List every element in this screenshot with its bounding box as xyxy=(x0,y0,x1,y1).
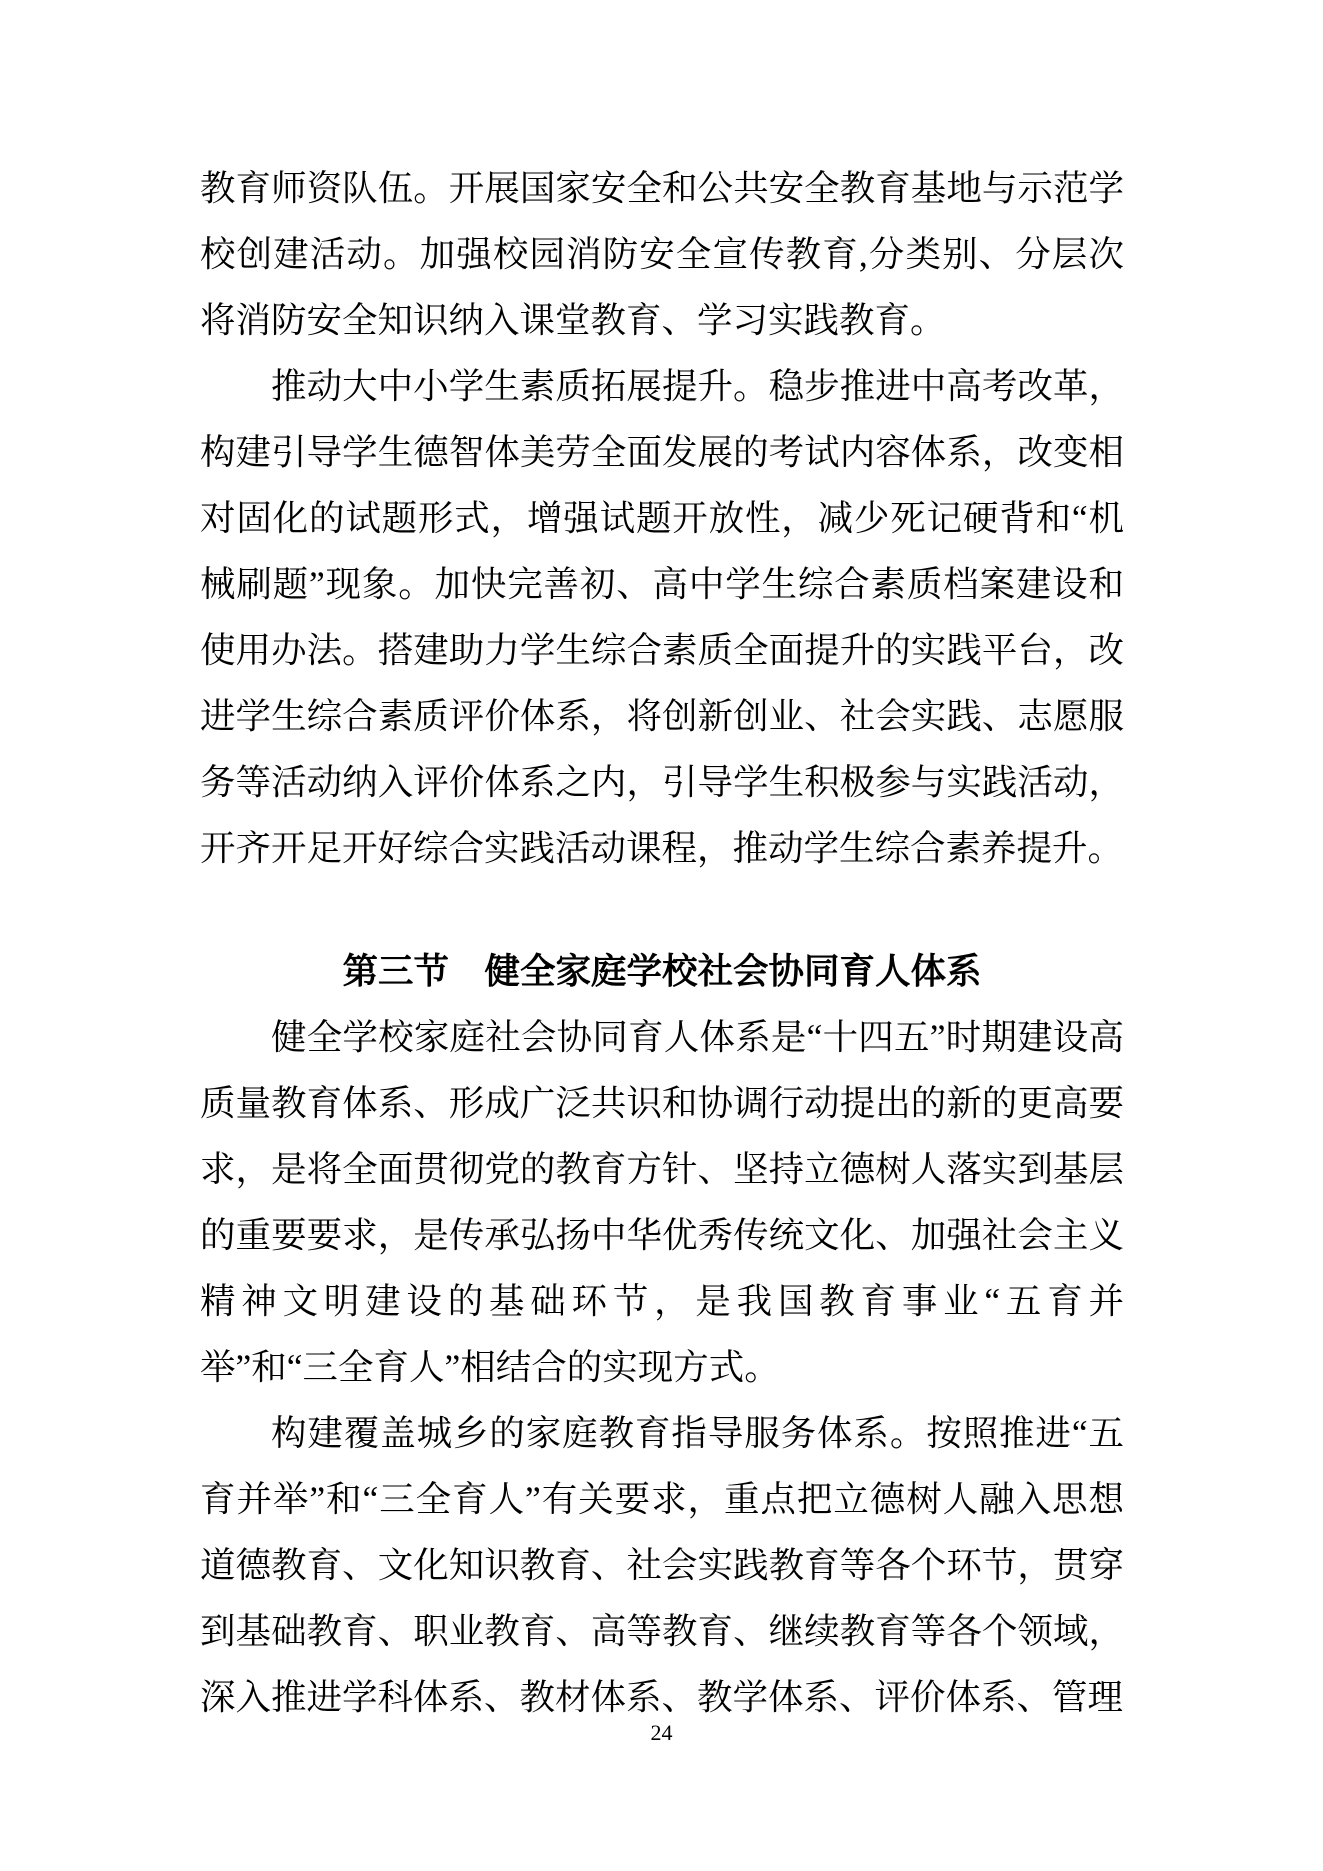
body-paragraph-suzhi-tuozhan: 推动大中小学生素质拓展提升。稳步推进中高考改革，构建引导学生德智体美劳全面发展的考试内容体系，改变相对固化的试题形式，增强试题开放性，减少死记硬背和“机械刷题”现象。加快完善初、高中学生综合素质档案建设和使用办法。搭建助力学生综合素质全面提升的实践平台，改进学生综合素质评价体系，将创新创业、社会实践、志愿服务等活动纳入评价体系之内，引导学生积极参与实践活动，开齐开足开好综合实践活动课程，推动学生综合素养提升。 xyxy=(200,366,1124,868)
body-paragraph-xietong-yuren: 健全学校家庭社会协同育人体系是“十四五”时期建设高质量教育体系、形成广泛共识和协调行动提出的新的更高要求，是将全面贯彻党的教育方针、坚持立德树人落实到基层的重要要求，是传承弘扬中华优秀传统文化、加强社会主义精神文明建设的基础环节，是我国教育事业“五育并举”和“三全育人”相结合的实现方式。 xyxy=(200,1017,1124,1387)
section-heading: 第三节 健全家庭学校社会协同育人体系 xyxy=(342,951,982,991)
page-number: 24 xyxy=(650,1720,673,1745)
text-block xyxy=(200,155,1124,1730)
body-paragraph-continuation: 教育师资队伍。开展国家安全和公共安全教育基地与示范学校创建活动。加强校园消防安全宣传教育,分类别、分层次将消防安全知识纳入课堂教育、学习实践教育。 xyxy=(200,168,1124,340)
body-paragraph-jiating-jiaoyu: 构建覆盖城乡的家庭教育指导服务体系。按照推进“五育并举”和“三全育人”有关要求，重点把立德树人融入思想道德教育、文化知识教育、社会实践教育等各个环节，贯穿到基础教育、职业教育、高等教育、继续教育等各个领域，深入推进学科体系、教材体系、教学体系、评价体系、管理 xyxy=(200,1413,1124,1717)
